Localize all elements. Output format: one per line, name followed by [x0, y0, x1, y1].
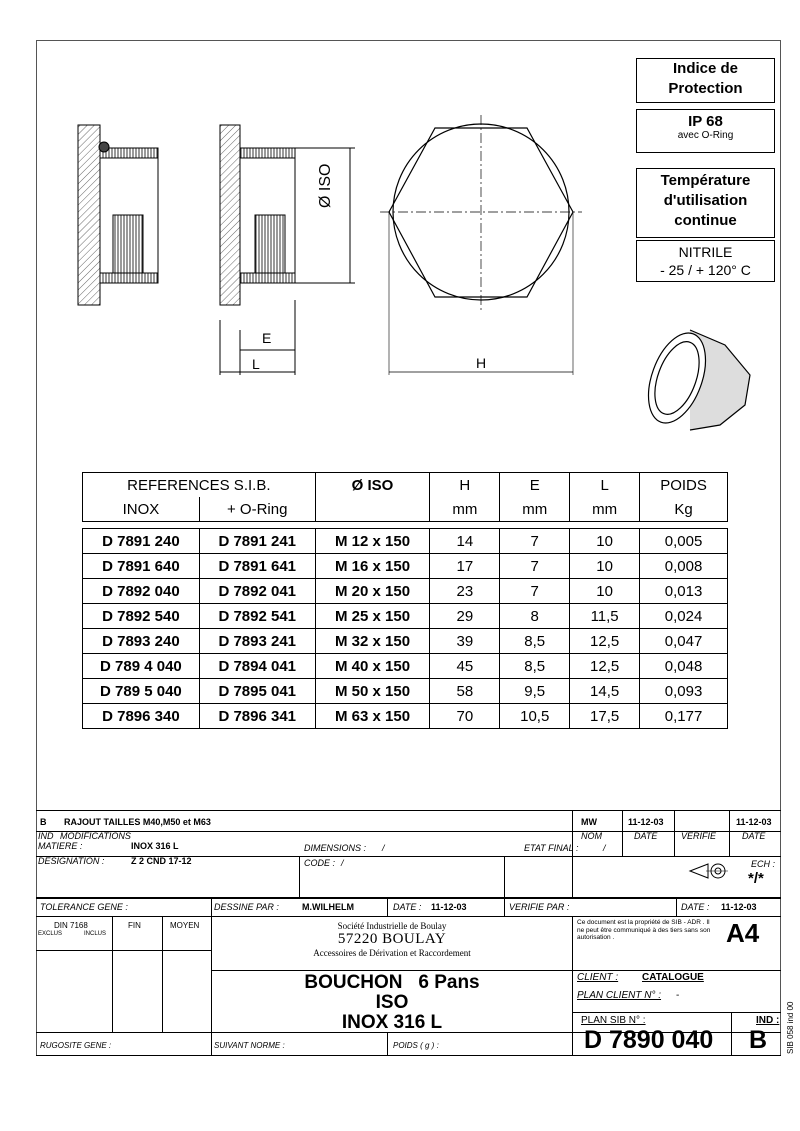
matiere-label: MATIERE :: [38, 841, 83, 851]
table-cell: D 7893 241: [199, 629, 315, 654]
rev-ind: B: [40, 817, 47, 827]
table-cell: M 40 x 150: [315, 654, 430, 679]
table-cell: 70: [430, 704, 500, 729]
hex-front-view: [380, 115, 582, 375]
property-notice: Ce document est la propriété de SIB - ADR . Il ne peut être communiqué à des tiers sans son autorisation .: [577, 919, 711, 941]
suivant-label: SUIVANT NORME :: [214, 1041, 285, 1050]
table-cell: 0,013: [640, 579, 728, 604]
table-row: [83, 654, 728, 679]
fin-label: FIN: [128, 921, 141, 930]
date2-label: DATE :: [681, 902, 710, 912]
company-name: Société Industrielle de Boulay: [337, 921, 447, 931]
references-table: [82, 472, 728, 729]
table-cell: 29: [430, 604, 500, 629]
date2-value: 11-12-03: [721, 902, 757, 912]
hdr-modifications: MODIFICATIONS: [60, 831, 131, 841]
code-value: /: [341, 858, 344, 868]
company-block: [212, 921, 572, 958]
title-block: [36, 810, 795, 1054]
ip-subtext: avec O-Ring: [677, 130, 734, 141]
plan-number: D 7890 040: [584, 1026, 714, 1054]
table-cell: D 7892 540: [83, 604, 200, 629]
header-references: REFERENCES S.I.B.: [83, 473, 316, 498]
table-cell: 7: [500, 579, 570, 604]
table-cell: D 7895 041: [199, 679, 315, 704]
protection-heading: Indice de Protection: [636, 58, 775, 103]
table-cell: D 7891 240: [83, 529, 200, 554]
table-cell: D 7893 240: [83, 629, 200, 654]
din-label: DIN 7168: [54, 921, 88, 930]
table-header-row: [83, 473, 728, 498]
seal-material: NITRILE: [678, 244, 733, 260]
isometric-view: [637, 325, 750, 430]
subheader-l-unit: mm: [570, 497, 640, 522]
hdr-ind: IND: [38, 831, 54, 841]
table-cell: 8,5: [500, 654, 570, 679]
plan-client-label: PLAN CLIENT N° :: [577, 990, 662, 1001]
table-cell: M 20 x 150: [315, 579, 430, 604]
tolerance-label: TOLERANCE GENE :: [40, 902, 128, 912]
e-dimension-label: E: [262, 330, 272, 346]
h-dimension-label: H: [476, 355, 487, 371]
table-cell: 0,048: [640, 654, 728, 679]
part-title-line1: BOUCHON 6 Pans: [304, 972, 480, 993]
table-cell: D 7892 041: [199, 579, 315, 604]
plan-ind: B: [749, 1026, 768, 1054]
table-cell: D 7892 541: [199, 604, 315, 629]
verifie-label: VERIFIE PAR :: [509, 902, 570, 912]
subheader-e-unit: mm: [500, 497, 570, 522]
header-l: L: [570, 473, 640, 498]
header-h: H: [430, 473, 500, 498]
table-cell: 17,5: [570, 704, 640, 729]
table-cell: 17: [430, 554, 500, 579]
hdr-date2: DATE: [742, 831, 766, 841]
table-row: [83, 554, 728, 579]
section-view: [220, 125, 355, 375]
header-e: E: [500, 473, 570, 498]
hdr-nom: NOM: [581, 831, 602, 841]
dimensions-label: DIMENSIONS :: [304, 843, 367, 853]
table-cell: 7: [500, 529, 570, 554]
exclus-label: EXCLUS: [38, 931, 63, 937]
subheader-iso: [315, 497, 430, 522]
table-subheader-row: [83, 497, 728, 522]
table-cell: 9,5: [500, 679, 570, 704]
table-cell: 0,047: [640, 629, 728, 654]
section-view-with-oring: [78, 125, 158, 305]
subheader-inox: INOX: [83, 497, 200, 522]
table-cell: 12,5: [570, 629, 640, 654]
rugosite-label: RUGOSITE GENE :: [40, 1041, 112, 1050]
table-cell: D 7891 640: [83, 554, 200, 579]
date-value: 11-12-03: [431, 902, 467, 912]
table-cell: 23: [430, 579, 500, 604]
subheader-poids-unit: Kg: [640, 497, 728, 522]
table-row: [83, 704, 728, 729]
designation-label: DESIGNATION :: [38, 856, 105, 866]
plan-client-value: -: [676, 990, 680, 1001]
table-spacer: [83, 522, 728, 529]
table-cell: M 12 x 150: [315, 529, 430, 554]
designation-value: Z 2 CND 17-12: [131, 856, 192, 866]
side-reference: SIB 058 ind 00: [786, 1001, 795, 1054]
table-cell: 58: [430, 679, 500, 704]
table-row: [83, 604, 728, 629]
table-cell: 10,5: [500, 704, 570, 729]
plan-sib-label: PLAN SIB N° :: [581, 1015, 646, 1026]
inclus-label: INCLUS: [84, 931, 107, 937]
header-iso: Ø ISO: [315, 473, 430, 498]
rev-date: 11-12-03: [628, 817, 664, 827]
table-cell: 8: [500, 604, 570, 629]
table-cell: M 63 x 150: [315, 704, 430, 729]
moyen-label: MOYEN: [170, 921, 200, 930]
table-cell: D 7892 040: [83, 579, 200, 604]
company-city: 57220 BOULAY: [337, 931, 447, 947]
projection-symbol-icon: [686, 860, 730, 882]
subheader-h-unit: mm: [430, 497, 500, 522]
dessine-label: DESSINE PAR :: [214, 902, 279, 912]
rev-date2: 11-12-03: [736, 817, 772, 827]
table-cell: 0,005: [640, 529, 728, 554]
table-cell: D 7896 341: [199, 704, 315, 729]
hdr-date: DATE: [634, 831, 658, 841]
ech-value: */*: [748, 870, 764, 887]
etat-value: /: [603, 843, 606, 853]
table-cell: 12,5: [570, 654, 640, 679]
table-cell: 0,008: [640, 554, 728, 579]
table-cell: 14,5: [570, 679, 640, 704]
table-cell: D 7896 340: [83, 704, 200, 729]
temperature-range: - 25 / + 120° C: [660, 262, 751, 278]
format-value: A4: [726, 918, 760, 948]
client-value: CATALOGUE: [642, 972, 704, 983]
part-title-line2: ISO: [375, 992, 409, 1013]
table-cell: D 7891 641: [199, 554, 315, 579]
table-cell: 14: [430, 529, 500, 554]
temperature-heading: Température d'utilisation continue: [636, 168, 775, 238]
table-cell: 10: [570, 579, 640, 604]
table-cell: 10: [570, 554, 640, 579]
date-label: DATE :: [393, 902, 422, 912]
table-cell: 8,5: [500, 629, 570, 654]
table-cell: D 7894 041: [199, 654, 315, 679]
part-title-line3: INOX 316 L: [341, 1012, 443, 1033]
table-cell: 0,024: [640, 604, 728, 629]
table-cell: D 789 4 040: [83, 654, 200, 679]
table-cell: D 7891 241: [199, 529, 315, 554]
table-cell: M 32 x 150: [315, 629, 430, 654]
table-cell: 11,5: [570, 604, 640, 629]
dimensions-value: /: [382, 843, 385, 853]
table-cell: 0,093: [640, 679, 728, 704]
table-cell: 45: [430, 654, 500, 679]
table-cell: 0,177: [640, 704, 728, 729]
hdr-verifie: VERIFIE: [681, 831, 717, 841]
rev-nom: MW: [581, 817, 597, 827]
ech-label: ECH :: [751, 859, 776, 869]
rev-text: RAJOUT TAILLES M40,M50 et M63: [64, 817, 211, 827]
table-cell: 10: [570, 529, 640, 554]
table-cell: 39: [430, 629, 500, 654]
code-label: CODE :: [304, 858, 336, 868]
poids-label: POIDS ( g ) :: [393, 1041, 439, 1050]
subheader-oring: + O-Ring: [199, 497, 315, 522]
client-label: CLIENT :: [577, 972, 619, 983]
table-row: [83, 679, 728, 704]
table-cell: 7: [500, 554, 570, 579]
table-cell: M 25 x 150: [315, 604, 430, 629]
ip-rating: [636, 109, 775, 153]
ind-label: IND :: [756, 1015, 780, 1026]
company-activity: Accessoires de Dérivation et Raccordement: [313, 948, 471, 958]
table-cell: M 50 x 150: [315, 679, 430, 704]
part-title: [212, 973, 572, 1033]
table-row: [83, 529, 728, 554]
iso-dimension-label: Ø ISO: [317, 163, 334, 208]
ip-value: IP 68: [688, 113, 723, 130]
etat-label: ETAT FINAL :: [524, 843, 579, 853]
table-cell: D 789 5 040: [83, 679, 200, 704]
header-poids: POIDS: [640, 473, 728, 498]
matiere-value: INOX 316 L: [131, 841, 179, 851]
table-row: [83, 579, 728, 604]
table-cell: M 16 x 150: [315, 554, 430, 579]
table-row: [83, 629, 728, 654]
l-dimension-label: L: [252, 356, 260, 372]
temperature-values: [636, 240, 775, 282]
dessine-value: M.WILHELM: [302, 902, 354, 912]
